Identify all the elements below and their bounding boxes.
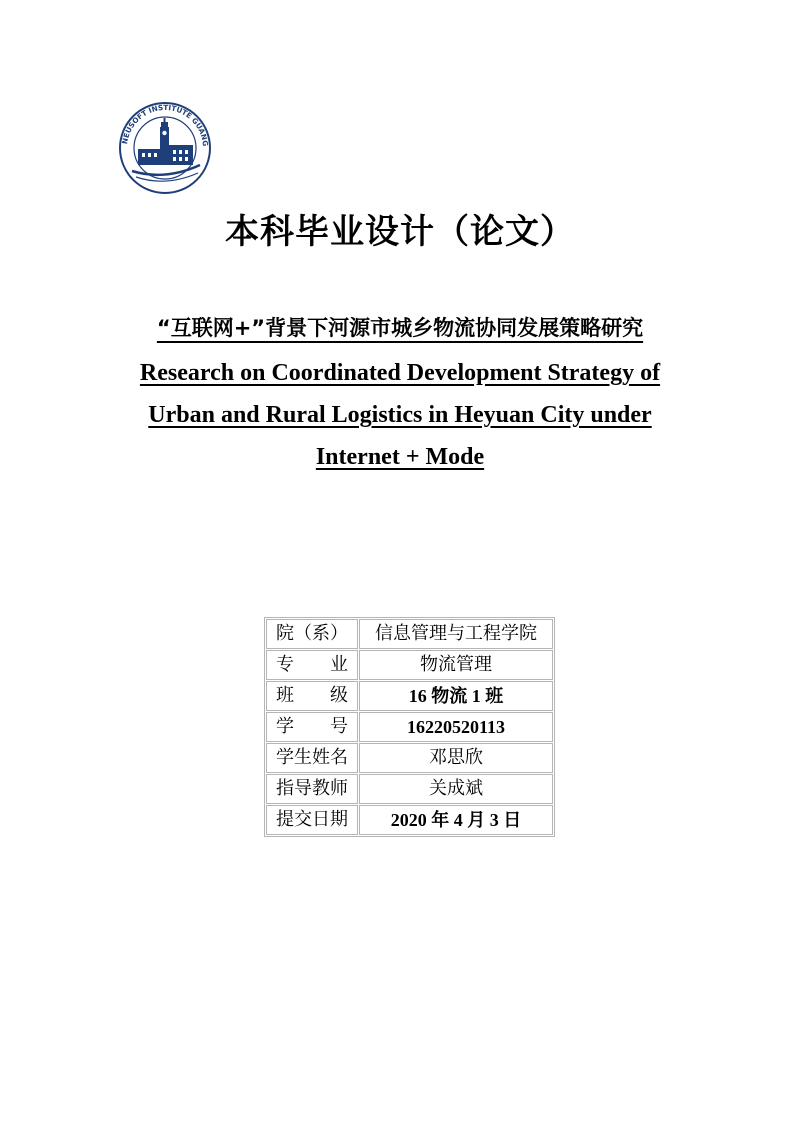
info-label-class: 班 级	[266, 681, 358, 711]
thesis-title-english	[0, 352, 800, 478]
table-row	[266, 743, 553, 773]
university-logo	[118, 101, 212, 195]
info-label-major: 专 业	[266, 650, 358, 680]
thesis-title-chinese-text: “互联网+”背景下河源市城乡物流协同发展策略研究	[156, 316, 644, 340]
student-info-table	[264, 617, 555, 837]
info-value-department: 信息管理与工程学院	[359, 619, 553, 649]
table-row	[266, 619, 553, 649]
info-label-submit-date: 提交日期	[266, 805, 358, 835]
info-value-major: 物流管理	[359, 650, 553, 680]
table-row	[266, 681, 553, 711]
thesis-title-english-line	[0, 436, 800, 478]
thesis-title-english-line-text: Urban and Rural Logistics in Heyuan City under	[148, 402, 652, 428]
svg-text:NEUSOFT INSTITUTE GUANGDONG: NEUSOFT INSTITUTE GUANG	[120, 102, 211, 147]
info-value-class: 16 物流 1 班	[359, 681, 553, 711]
info-value-student-id: 16220520113	[359, 712, 553, 742]
thesis-title-english-line-text: Research on Coordinated Development Strategy of	[139, 360, 661, 386]
thesis-title-english-line	[0, 394, 800, 436]
info-value-submit-date: 2020 年 4 月 3 日	[359, 805, 553, 835]
table-row	[266, 774, 553, 804]
info-label-department: 院（系）	[266, 619, 358, 649]
table-row	[266, 650, 553, 680]
info-label-student-name: 学生姓名	[266, 743, 358, 773]
info-value-advisor: 关成斌	[359, 774, 553, 804]
document-title: 本科毕业设计（论文）	[225, 212, 575, 252]
info-label-advisor: 指导教师	[266, 774, 358, 804]
thesis-title-english-line	[0, 352, 800, 394]
table-row	[266, 805, 553, 835]
thesis-title-chinese	[0, 310, 800, 346]
info-label-student-id: 学 号	[266, 712, 358, 742]
table-row	[266, 712, 553, 742]
university-emblem-icon	[118, 101, 212, 195]
thesis-title-english-line-text: Internet + Mode	[315, 444, 485, 470]
info-value-student-name: 邓思欣	[359, 743, 553, 773]
